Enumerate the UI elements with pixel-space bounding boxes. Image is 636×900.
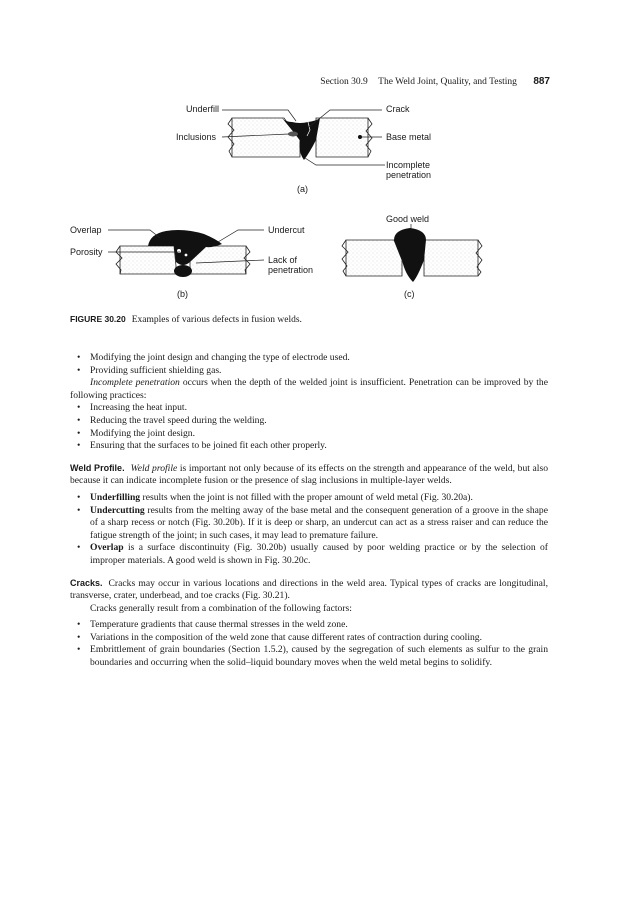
term-underfilling: Underfilling	[90, 491, 141, 503]
page-number: 887	[533, 76, 550, 87]
figure-number: FIGURE 30.20	[70, 314, 126, 324]
paragraph-text: Cracks may occur in various locations and directions in the weld area. Typical types of cracks are longitudinal, transverse, crater, underbead, and toe cracks (Fig. 30.21).	[70, 577, 548, 602]
body-text	[70, 352, 548, 670]
list-item: • Ensuring that the surfaces to be joined fit each other properly.	[70, 440, 548, 453]
list-item: • Temperature gradients that cause thermal stresses in the weld zone.	[70, 619, 548, 632]
tag-b: (b)	[177, 289, 188, 299]
list-item-text: is a surface discontinuity (Fig. 30.20b) usually caused by poor welding practice or by the selection of improper materials. A good weld is shown in Fig. 30.20c.	[90, 542, 548, 566]
label-porosity: Porosity	[70, 247, 103, 257]
tag-c: (c)	[404, 289, 415, 299]
list-item: • Modifying the joint design.	[70, 428, 548, 441]
bullet-list-3	[70, 619, 548, 669]
list-item-text: results from the melting away of the base metal and the consequent generation of a groove in the shape of a sharp recess or notch (Fig. 30.20b). If it is deep or sharp, an undercut can act as a stress raiser and can reduce the fatigue strength of the joint; in such cases, it may lead to premature failure.	[90, 504, 548, 541]
heading-weld-profile: Weld Profile.	[70, 462, 125, 473]
label-good-weld: Good weld	[386, 214, 430, 224]
paragraph-weld-profile	[70, 462, 548, 488]
paragraph-cracks-factors: Cracks generally result from a combination of the following factors:	[90, 602, 352, 614]
bullet-list-1	[70, 352, 548, 377]
label-incomplete: Incomplete	[386, 160, 431, 170]
base-metal-dot	[358, 135, 362, 139]
term-weld-profile: Weld profile	[130, 462, 178, 474]
label-crack: Crack	[386, 104, 410, 114]
tag-a: (a)	[297, 184, 308, 194]
label-undercut: Undercut	[268, 225, 305, 235]
list-item	[70, 492, 548, 505]
figure-caption-text: Examples of various defects in fusion welds.	[131, 315, 302, 325]
section-title: The Weld Joint, Quality, and Testing	[378, 77, 517, 87]
list-item	[70, 505, 548, 543]
label-lack-penetration: penetration	[268, 265, 314, 275]
list-item: • Embrittlement of grain boundaries (Section 1.5.2), caused by the segregation of such elements as sulfur to the grain boundaries and occurring when the solid–liquid boundary moves when the weld metal begins to solidify.	[70, 644, 548, 669]
list-item: • Variations in the composition of the weld zone that cause different rates of contraction during cooling.	[70, 632, 548, 645]
list-item: • Increasing the heat input.	[70, 402, 548, 415]
section-number: Section 30.9	[320, 77, 368, 87]
label-underfill: Underfill	[186, 104, 220, 114]
label-base-metal: Base metal	[386, 132, 432, 142]
label-lack-of: Lack of	[268, 255, 298, 265]
list-item: • Reducing the travel speed during the welding.	[70, 415, 548, 428]
list-item: • Modifying the joint design and changing the type of electrode used.	[70, 352, 548, 365]
weld-defects-figure	[0, 0, 636, 330]
label-overlap: Overlap	[70, 225, 102, 235]
paragraph-text: is important not only because of its effects on the strength and appearance of the weld, but also because it can indicate incomplete fusion or the presence of slag inclusions in multiple-layer welds.	[70, 462, 548, 487]
paragraph-incomplete-penetration	[70, 377, 548, 402]
paragraph-cracks	[70, 577, 548, 603]
term-overlap: Overlap	[90, 542, 124, 554]
list-item	[70, 542, 548, 567]
term-undercutting: Undercutting	[90, 504, 145, 516]
term-incomplete-penetration: Incomplete penetration	[90, 377, 180, 389]
heading-cracks: Cracks.	[70, 577, 103, 588]
list-item-text: results when the joint is not filled with the proper amount of weld metal (Fig. 30.20a).	[140, 491, 473, 503]
figure-caption	[70, 314, 302, 325]
bullet-list-profile	[70, 492, 548, 568]
paragraph-text: occurs when the depth of the welded joint is insufficient. Penetration can be improved by the following practices:	[70, 377, 548, 401]
label-inclusions: Inclusions	[176, 132, 217, 142]
list-item: • Providing sufficient shielding gas.	[70, 365, 548, 378]
bullet-list-2	[70, 402, 548, 452]
label-incomplete-penetration: penetration	[386, 170, 432, 180]
